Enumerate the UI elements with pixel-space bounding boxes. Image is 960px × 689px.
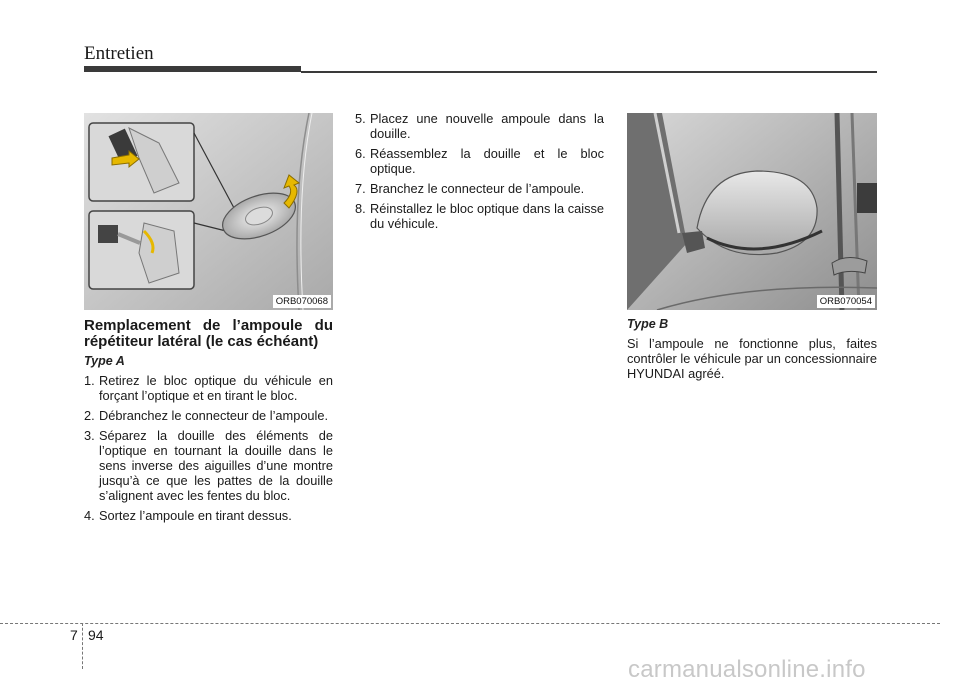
step-text: Branchez le connecteur de l’ampoule. (370, 181, 585, 196)
step-text: Placez une nouvelle ampoule dans la douille. (370, 111, 604, 141)
footer-rule (0, 623, 940, 624)
step-number: 6. (355, 146, 366, 161)
figure-code: ORB070054 (817, 295, 875, 308)
step-number: 1. (84, 373, 95, 388)
header-rule-thin (301, 71, 877, 73)
list-item (355, 181, 604, 196)
step-text: Retirez le bloc optique du véhicule en forçant l’optique et en tirant le bloc. (99, 373, 333, 403)
step-number: 3. (84, 428, 95, 443)
step-number: 7. (355, 181, 366, 196)
chapter-number: 7 (70, 627, 78, 643)
list-item (355, 111, 604, 141)
list-item (84, 408, 333, 423)
header-rule-thick (84, 66, 301, 72)
list-item (355, 146, 604, 176)
type-b-text: Si l’ampoule ne fonctionne plus, faites contrôler le véhicule par un concessionnaire HYUNDAI agréé. (627, 336, 877, 381)
footer-divider (82, 623, 83, 669)
step-text: Débranchez le connecteur de l’ampoule. (99, 408, 329, 423)
side-repeater-illustration (84, 113, 333, 310)
list-item (355, 201, 604, 231)
column-middle (355, 111, 604, 236)
page-header-title: Entretien (84, 43, 154, 64)
step-number: 5. (355, 111, 366, 126)
type-a-label: Type A (84, 354, 125, 368)
step-text: Réinstallez le bloc optique dans la caisse du véhicule. (370, 201, 604, 231)
side-mirror-figure (627, 113, 877, 310)
list-item (84, 508, 333, 523)
step-text: Sortez l’ampoule en tirant dessus. (99, 508, 292, 523)
side-repeater-figure (84, 113, 333, 310)
page-number: 94 (88, 627, 104, 643)
step-number: 8. (355, 201, 366, 216)
figure-code: ORB070068 (273, 295, 331, 308)
side-mirror-illustration (627, 113, 877, 310)
list-item (84, 428, 333, 503)
section-title: Remplacement de l’ampoule du répétiteur latéral (le cas échéant) (84, 317, 333, 350)
column-right (627, 317, 877, 381)
type-b-label: Type B (627, 317, 669, 331)
step-text: Séparez la douille des éléments de l’optique en tournant la douille dans le sens inverse des aiguilles d’une montre jusqu’à ce que les pattes de la douille s’alignent avec les fentes du bloc. (99, 428, 333, 503)
step-text: Réassemblez la douille et le bloc optique. (370, 146, 604, 176)
column-left (84, 318, 333, 528)
list-item (84, 373, 333, 403)
watermark-text: carmanualsonline.info (628, 656, 866, 683)
step-number: 4. (84, 508, 95, 523)
step-number: 2. (84, 408, 95, 423)
